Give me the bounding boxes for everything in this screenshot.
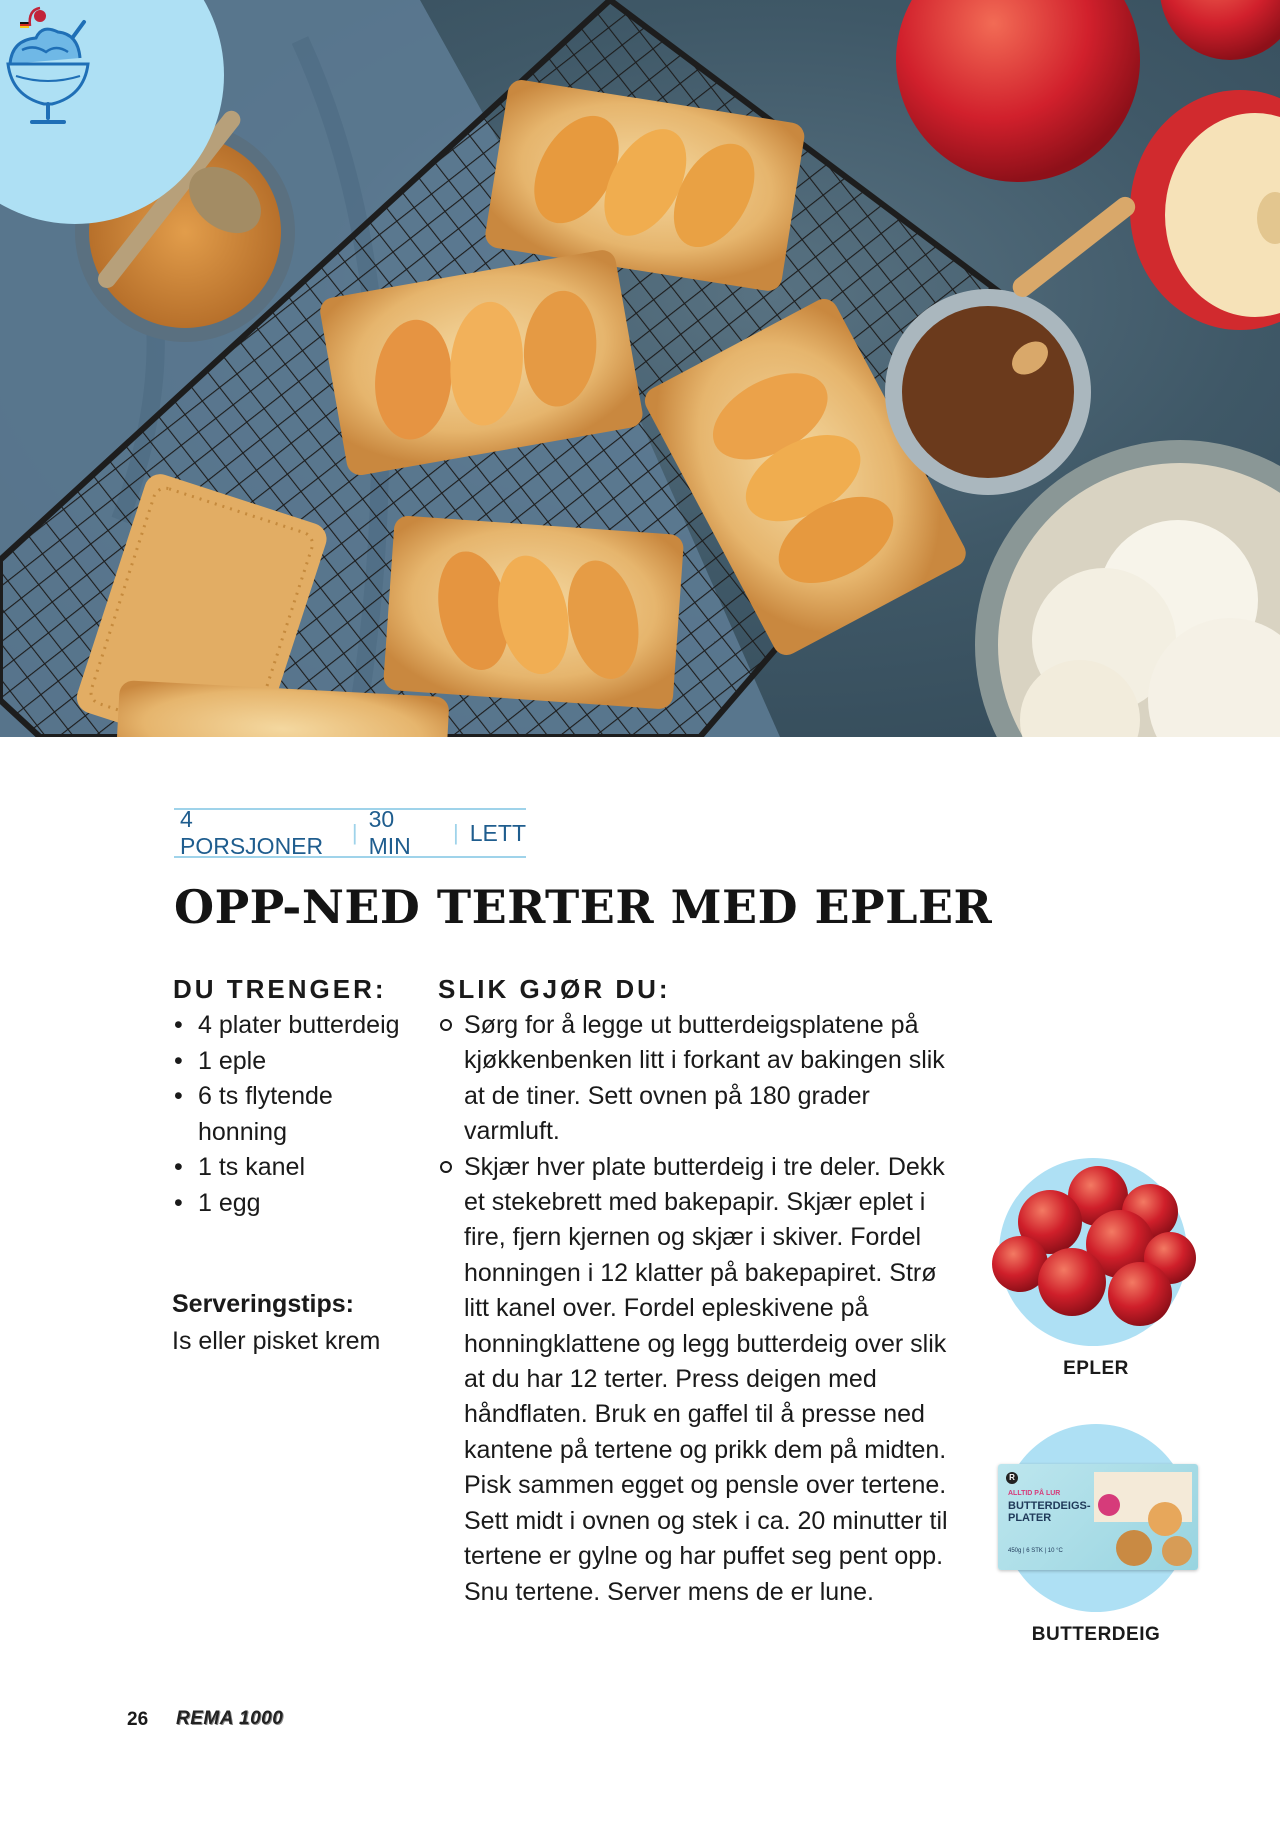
product-label-butterdeig: BUTTERDEIG (1031, 1624, 1161, 1645)
ingredient-item: • 4 plater butterdeig (172, 1008, 412, 1044)
ingredient-item: • 1 eple (172, 1044, 412, 1080)
method-heading: SLIK GJØR DU: (438, 974, 671, 1004)
cook-time: 30 MIN (368, 806, 411, 859)
page-number: 26 (127, 1709, 149, 1730)
method-steps (438, 1008, 958, 1610)
product-label-apples: EPLER (1063, 1358, 1129, 1379)
package-pastry-photo (1162, 1536, 1192, 1566)
ingredient-item: • 6 ts flytende honning (172, 1079, 412, 1150)
recipe-meta (174, 808, 526, 858)
package-brand-mark: R (1006, 1472, 1018, 1484)
brand-logo: REMA 1000 (176, 1708, 284, 1729)
ice-cream-sundae-icon (0, 0, 96, 128)
serving-tips-heading: Serveringstips: (172, 1290, 355, 1318)
package-name: BUTTERDEIGS-PLATER (1008, 1500, 1091, 1524)
difficulty: LETT (469, 819, 526, 846)
ingredients-heading: DU TRENGER: (173, 974, 387, 1004)
recipe-title: OPP-NED TERTER MED EPLER (174, 880, 993, 934)
package-pastry-photo (1116, 1530, 1152, 1566)
package-sticker (1098, 1494, 1120, 1516)
ingredients-list (172, 1008, 412, 1221)
portions: 4 PORSJONER (180, 806, 324, 859)
meta-separator: | (453, 820, 459, 845)
package-info: 450g | 6 STK | 10 °C (1008, 1548, 1063, 1554)
package-pastry-photo (1148, 1502, 1182, 1536)
meta-separator: | (351, 820, 358, 845)
method-step: Skjær hver plate butterdeig i tre deler. Dekk et stekebrett med bakepapir. Skjær eplet i fire, fjern kjernen og skjær i skiver. Fordel honningen i 12 klatter på bakepapiret. Strø litt kanel over. Fordel epleskivene på honningklattene og legg butterdeig over slik at du har 12 terter. Press deigen med håndflaten. Bruk en gaffel til å presse ned kantene på tertene og prikk dem på midten. Pisk sammen egget og pensle over tertene. Sett midt i ovnen og stek i ca. 20 minutter til tertene er gylne og har puffet seg pent opp. Snu tertene. Server mens de er lune. (438, 1150, 958, 1610)
ingredient-item: • 1 ts kanel (172, 1150, 412, 1186)
hero-photo (0, 0, 1280, 737)
apples-product-icon (990, 1160, 1200, 1340)
package-tag: ALLTID PÅ LUR (1008, 1490, 1061, 1497)
serving-tips-text: Is eller pisket krem (172, 1327, 381, 1355)
method-step: Sørg for å legge ut butterdeigsplatene på kjøkkenbenken litt i forkant av bakingen slik at de tiner. Sett ovnen på 180 grader varmluft. (438, 1008, 958, 1150)
ingredient-item: • 1 egg (172, 1186, 412, 1222)
puff-pastry-package-icon (998, 1464, 1198, 1570)
